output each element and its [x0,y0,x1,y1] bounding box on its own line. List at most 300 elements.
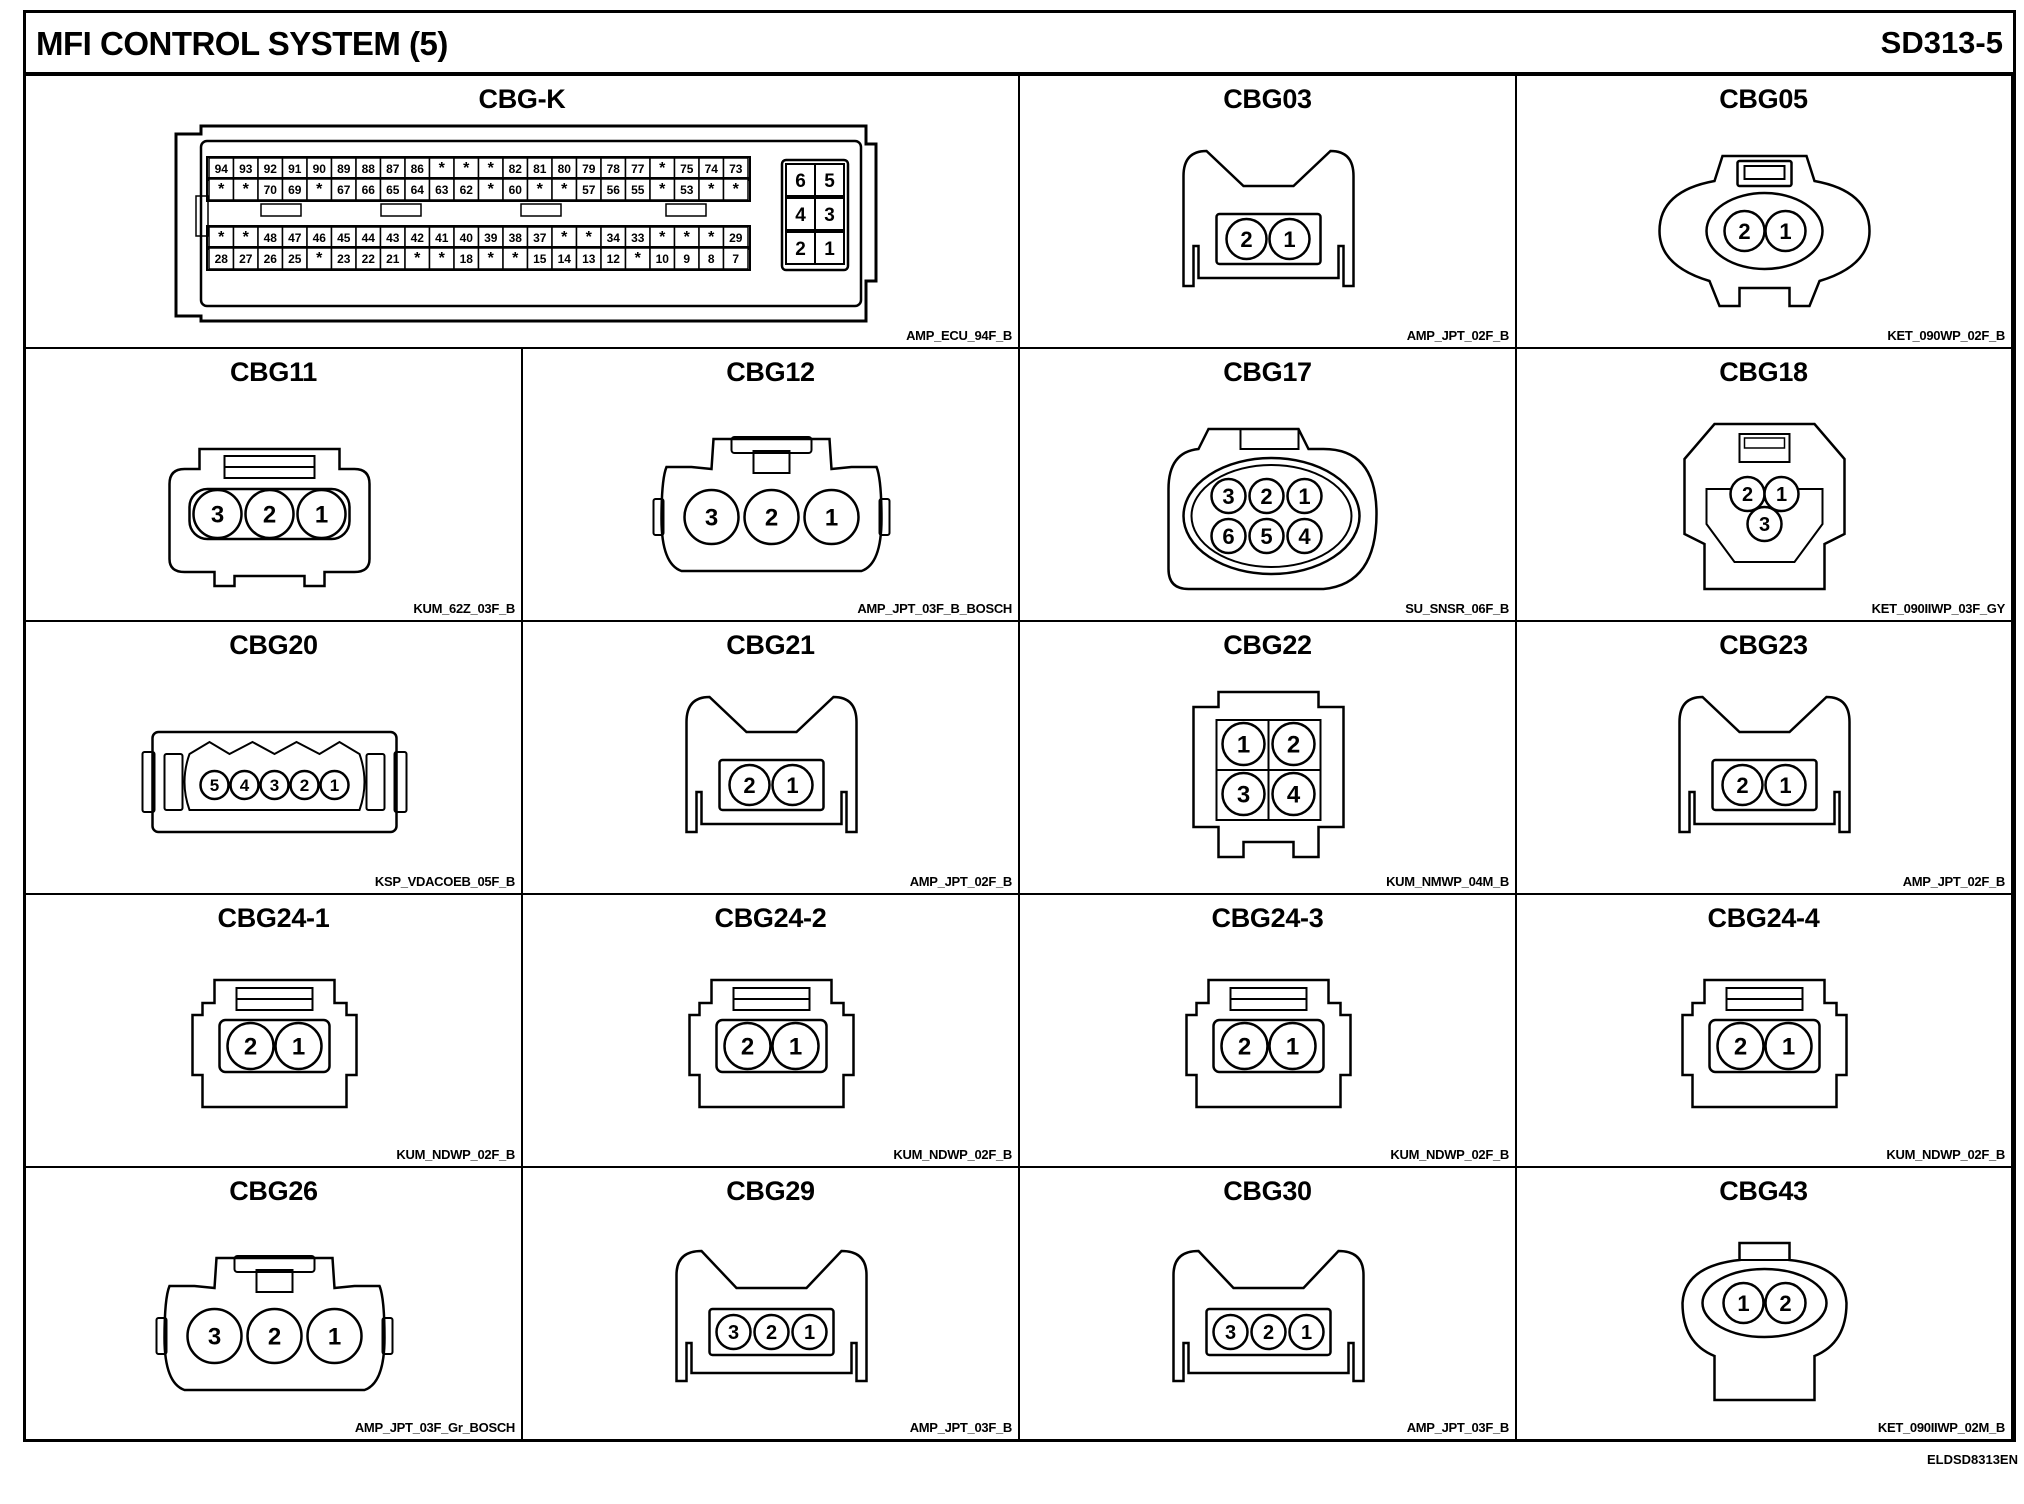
ecu-pin-* [552,227,577,248]
connector-drawing [1516,76,2013,349]
svg-text:40: 40 [459,231,473,245]
pin-3 [261,771,289,799]
connector-name: CBG22 [1223,630,1312,660]
pin-1 [308,1309,362,1363]
svg-text:2: 2 [299,776,310,796]
ecu-pin-92 [258,158,283,179]
svg-text:10: 10 [655,252,669,266]
pin-1 [1288,479,1322,513]
svg-text:39: 39 [484,231,498,245]
svg-text:33: 33 [631,231,645,245]
connector-name: CBG30 [1223,1176,1312,1206]
connector-drawing [26,622,523,895]
svg-text:41: 41 [435,231,449,245]
ecu-pin-82 [503,158,528,179]
svg-text:37: 37 [533,231,547,245]
pin-2 [1227,219,1267,259]
svg-text:*: * [561,181,568,198]
svg-text:2: 2 [1741,484,1754,507]
pin-2 [246,490,294,538]
svg-text:9: 9 [683,252,691,266]
ecu-pin-47 [283,227,308,248]
ecu-pin-5 [815,164,844,196]
ecu-pin-74 [699,158,724,179]
connector-type-label: KUM_NDWP_02F_B [1390,1147,1509,1162]
svg-text:92: 92 [263,162,277,176]
ecu-pin-53 [675,179,700,200]
svg-text:2: 2 [1240,226,1253,252]
connector-cell-cbg29 [523,1168,1020,1441]
svg-text:1: 1 [329,776,340,796]
ecu-pin-* [307,248,332,269]
connector-name: CBG21 [726,630,815,660]
pin-1 [1223,723,1265,765]
ecu-pin-* [699,179,724,200]
ecu-pin-90 [307,158,332,179]
ecu-pin-* [552,179,577,200]
svg-text:1: 1 [1300,1322,1313,1345]
connector-name: CBG11 [229,357,318,387]
connector-name: CBG24-3 [1211,903,1324,933]
ecu-pin-* [454,158,479,179]
ecu-pin-* [430,248,455,269]
ecu-pin-66 [356,179,381,200]
svg-text:87: 87 [386,162,400,176]
ecu-pin-57 [577,179,602,200]
ecu-pin-* [209,227,234,248]
ecu-pin-18 [454,248,479,269]
ecu-pin-22 [356,248,381,269]
pin-1 [1724,1283,1764,1323]
connector-type-label: KUM_NDWP_02F_B [1886,1147,2005,1162]
connector-name: CBG03 [1223,84,1312,114]
connector-cell-cbg24-2 [523,895,1020,1168]
svg-text:1: 1 [803,1322,816,1345]
svg-text:93: 93 [239,162,253,176]
ecu-pin-89 [332,158,357,179]
connector-type-label: KUM_NDWP_02F_B [893,1147,1012,1162]
pin-2 [755,1315,789,1349]
svg-text:5: 5 [824,171,835,192]
connector-drawing [1020,622,1517,895]
pin-1 [298,490,346,538]
connector-name: CBG17 [1223,357,1312,387]
svg-text:56: 56 [606,183,620,197]
connector-name: CBG23 [1719,630,1808,660]
ecu-pin-86 [405,158,430,179]
pin-3 [685,490,739,544]
ecu-pin-8 [699,248,724,269]
pin-1 [1766,765,1806,805]
pin-2 [1250,479,1284,513]
svg-text:4: 4 [795,205,806,226]
pin-6 [1212,519,1246,553]
svg-text:3: 3 [210,501,225,529]
connector-cell-cbg11 [26,349,523,622]
svg-text:1: 1 [824,504,839,532]
pin-1 [773,1023,819,1069]
svg-text:69: 69 [288,183,302,197]
svg-text:3: 3 [207,1323,222,1351]
pin-2 [725,1023,771,1069]
ecu-pin-* [503,248,528,269]
svg-text:64: 64 [410,183,424,197]
pin-3 [717,1315,751,1349]
svg-text:25: 25 [288,252,302,266]
header-bar [26,13,2013,76]
pin-3 [1212,479,1246,513]
pin-1 [773,765,813,805]
pin-2 [228,1023,274,1069]
svg-text:12: 12 [606,252,620,266]
ecu-pin-38 [503,227,528,248]
svg-text:1: 1 [327,1323,342,1351]
svg-text:2: 2 [262,501,277,529]
ecu-pin-28 [209,248,234,269]
pin-2 [1252,1315,1286,1349]
svg-text:3: 3 [704,504,719,532]
connector-cell-cbg23 [1516,622,2013,895]
ecu-pin-87 [381,158,406,179]
ecu-pin-3 [815,198,844,230]
svg-text:62: 62 [459,183,473,197]
connector-type-label: AMP_JPT_02F_B [1406,328,1509,343]
svg-text:45: 45 [337,231,351,245]
connector-cell-cbg30 [1020,1168,1517,1441]
connector-cell-cbg03 [1020,76,1517,349]
ecu-pin-60 [503,179,528,200]
connector-drawing [1020,1168,1517,1441]
ecu-pin-91 [283,158,308,179]
ecu-pin-9 [675,248,700,269]
ecu-pin-23 [332,248,357,269]
ecu-pin-13 [577,248,602,269]
connector-drawing [1516,622,2013,895]
connector-drawing [1020,76,1517,349]
connector-type-label: AMP_JPT_03F_B [1406,1420,1509,1435]
connector-name: CBG-K [478,84,566,114]
connector-name: CBG20 [229,630,318,660]
connector-name: CBG43 [1719,1176,1808,1206]
connector-type-label: SU_SNSR_06F_B [1405,601,1509,616]
svg-text:*: * [414,250,421,267]
pin-1 [321,771,349,799]
ecu-pin-65 [381,179,406,200]
ecu-pin-26 [258,248,283,269]
ecu-pin-81 [528,158,553,179]
ecu-pin-88 [356,158,381,179]
ecu-pin-79 [577,158,602,179]
connector-type-label: AMP_JPT_03F_B_BOSCH [857,601,1012,616]
connector-cell-cbg12 [523,349,1020,622]
svg-text:81: 81 [533,162,547,176]
connector-drawing [1516,1168,2013,1441]
ecu-pin-* [626,248,651,269]
svg-text:80: 80 [557,162,571,176]
ecu-pin-39 [479,227,504,248]
svg-text:*: * [683,229,690,246]
svg-text:*: * [659,160,666,177]
pin-1 [276,1023,322,1069]
ecu-pin-* [675,227,700,248]
page-title: MFI CONTROL SYSTEM (5) [36,25,448,62]
svg-text:23: 23 [337,252,351,266]
ecu-pin-48 [258,227,283,248]
svg-text:70: 70 [263,183,277,197]
svg-text:4: 4 [1286,781,1301,809]
svg-text:*: * [487,160,494,177]
svg-text:77: 77 [631,162,645,176]
ecu-pin-56 [601,179,626,200]
ecu-pin-93 [234,158,259,179]
svg-text:2: 2 [1286,731,1301,759]
pin-2 [1731,477,1765,511]
ecu-pin-4 [786,198,815,230]
connector-name: CBG26 [229,1176,318,1206]
svg-text:*: * [659,181,666,198]
svg-text:2: 2 [1262,1322,1275,1345]
ecu-pin-* [234,179,259,200]
svg-text:46: 46 [312,231,326,245]
svg-text:28: 28 [214,252,228,266]
pin-2 [1273,723,1315,765]
pin-3 [194,490,242,538]
svg-text:1: 1 [1775,484,1788,507]
pin-1 [1270,1023,1316,1069]
connector-type-label: AMP_JPT_03F_B [909,1420,1012,1435]
svg-text:94: 94 [214,162,228,176]
svg-text:*: * [585,229,592,246]
ecu-pin-44 [356,227,381,248]
connector-type-label: AMP_JPT_02F_B [1902,874,2005,889]
svg-text:3: 3 [824,205,835,226]
connector-cell-cbg24-1 [26,895,523,1168]
pin-4 [231,771,259,799]
svg-text:27: 27 [239,252,253,266]
ecu-pin-* [699,227,724,248]
svg-text:34: 34 [606,231,620,245]
ecu-pin-29 [724,227,749,248]
svg-text:1: 1 [291,1033,306,1061]
svg-text:1: 1 [1236,731,1251,759]
pin-3 [188,1309,242,1363]
connector-drawing [26,76,1020,349]
svg-text:44: 44 [361,231,375,245]
svg-text:5: 5 [209,776,220,796]
ecu-pin-78 [601,158,626,179]
connector-type-label: KUM_62Z_03F_B [413,601,515,616]
connector-cell-cbg26 [26,1168,523,1441]
svg-text:*: * [732,181,739,198]
svg-text:2: 2 [1738,218,1751,244]
svg-text:78: 78 [606,162,620,176]
ecu-pin-* [430,158,455,179]
ecu-pin-67 [332,179,357,200]
svg-text:8: 8 [707,252,715,266]
ecu-pin-27 [234,248,259,269]
connector-cell-cbg24-4 [1516,895,2013,1168]
connector-type-label: KET_090IIWP_03F_GY [1871,601,2005,616]
pin-5 [201,771,229,799]
svg-text:15: 15 [533,252,547,266]
svg-text:1: 1 [1737,1290,1750,1316]
pin-3 [1214,1315,1248,1349]
ecu-pin-* [650,158,675,179]
svg-text:*: * [316,181,323,198]
connector-name: CBG18 [1719,357,1808,387]
svg-text:2: 2 [743,772,756,798]
connector-type-label: KET_090IIWP_02M_B [1877,1420,2005,1435]
svg-text:1: 1 [786,772,799,798]
svg-text:42: 42 [410,231,424,245]
svg-text:2: 2 [740,1033,755,1061]
svg-text:43: 43 [386,231,400,245]
ecu-pin-* [528,179,553,200]
svg-text:90: 90 [312,162,326,176]
pin-1 [1766,211,1806,251]
ecu-pin-34 [601,227,626,248]
ecu-pin-45 [332,227,357,248]
svg-text:63: 63 [435,183,449,197]
svg-text:2: 2 [1779,1290,1792,1316]
svg-text:*: * [634,250,641,267]
pin-1 [793,1315,827,1349]
svg-text:2: 2 [243,1033,258,1061]
pin-1 [1270,219,1310,259]
ecu-pin-* [479,179,504,200]
svg-text:*: * [561,229,568,246]
ecu-pin-33 [626,227,651,248]
svg-text:*: * [438,250,445,267]
ecu-pin-* [650,179,675,200]
ecu-pin-* [209,179,234,200]
pin-1 [1290,1315,1324,1349]
svg-text:79: 79 [582,162,596,176]
connector-cell-cbg17 [1020,349,1517,622]
svg-text:*: * [316,250,323,267]
svg-text:1: 1 [1283,226,1296,252]
ecu-pin-* [724,179,749,200]
connector-name: CBG29 [726,1176,815,1206]
pin-4 [1273,773,1315,815]
connector-type-label: KET_090WP_02F_B [1887,328,2005,343]
svg-text:67: 67 [337,183,351,197]
connector-type-label: AMP_JPT_02F_B [909,874,1012,889]
ecu-pin-25 [283,248,308,269]
svg-text:88: 88 [361,162,375,176]
svg-text:*: * [708,229,715,246]
svg-text:4: 4 [239,776,250,796]
ecu-pin-10 [650,248,675,269]
ecu-pin-* [577,227,602,248]
svg-text:2: 2 [1260,483,1273,509]
pin-1 [1765,477,1799,511]
pin-5 [1250,519,1284,553]
ecu-pin-77 [626,158,651,179]
svg-text:14: 14 [557,252,571,266]
svg-text:75: 75 [680,162,694,176]
ecu-pin-55 [626,179,651,200]
svg-text:29: 29 [729,231,743,245]
connector-cell-cbg21 [523,622,1020,895]
pin-2 [1766,1283,1806,1323]
ecu-pin-46 [307,227,332,248]
svg-text:82: 82 [508,162,522,176]
connector-type-label: KSP_VDACOEB_05F_B [374,874,515,889]
svg-text:21: 21 [386,252,400,266]
ecu-pin-94 [209,158,234,179]
svg-text:*: * [218,181,225,198]
ecu-pin-80 [552,158,577,179]
connector-drawing [26,895,523,1168]
ecu-pin-37 [528,227,553,248]
svg-text:2: 2 [795,239,806,260]
connector-drawing [26,1168,523,1441]
ecu-pin-21 [381,248,406,269]
pin-2 [730,765,770,805]
ecu-pin-* [650,227,675,248]
svg-text:*: * [708,181,715,198]
connector-name: CBG05 [1719,84,1808,114]
svg-text:3: 3 [727,1322,740,1345]
connector-type-label: AMP_JPT_03F_Gr_BOSCH [354,1420,515,1435]
connector-cell-cbg20 [26,622,523,895]
ecu-pin-64 [405,179,430,200]
svg-text:55: 55 [631,183,645,197]
pin-2 [1725,211,1765,251]
pin-4 [1288,519,1322,553]
svg-text:66: 66 [361,183,375,197]
diagram-frame [23,10,2016,1442]
pin-1 [1766,1023,1812,1069]
ecu-pin-70 [258,179,283,200]
ecu-pin-12 [601,248,626,269]
svg-text:*: * [438,160,445,177]
ecu-pin-43 [381,227,406,248]
ecu-pin-1 [815,232,844,264]
svg-text:26: 26 [263,252,277,266]
connector-name: CBG24-4 [1707,903,1820,933]
svg-text:13: 13 [582,252,596,266]
pin-2 [1222,1023,1268,1069]
svg-text:*: * [218,229,225,246]
connector-drawing [1020,895,1517,1168]
ecu-pin-73 [724,158,749,179]
svg-text:3: 3 [1222,483,1235,509]
svg-text:*: * [242,229,249,246]
connector-drawing [523,622,1020,895]
svg-text:*: * [242,181,249,198]
svg-text:5: 5 [1260,523,1273,549]
ecu-pin-15 [528,248,553,269]
pin-2 [1718,1023,1764,1069]
svg-text:57: 57 [582,183,596,197]
ecu-pin-63 [430,179,455,200]
connector-name: CBG12 [726,357,815,387]
svg-text:*: * [487,250,494,267]
svg-text:3: 3 [1236,781,1251,809]
svg-text:73: 73 [729,162,743,176]
svg-text:6: 6 [1222,523,1235,549]
svg-text:65: 65 [386,183,400,197]
ecu-pin-42 [405,227,430,248]
connector-drawing [523,349,1020,622]
svg-text:2: 2 [765,1322,778,1345]
svg-text:74: 74 [704,162,718,176]
svg-text:2: 2 [267,1323,282,1351]
svg-text:*: * [487,181,494,198]
svg-text:1: 1 [1781,1033,1796,1061]
